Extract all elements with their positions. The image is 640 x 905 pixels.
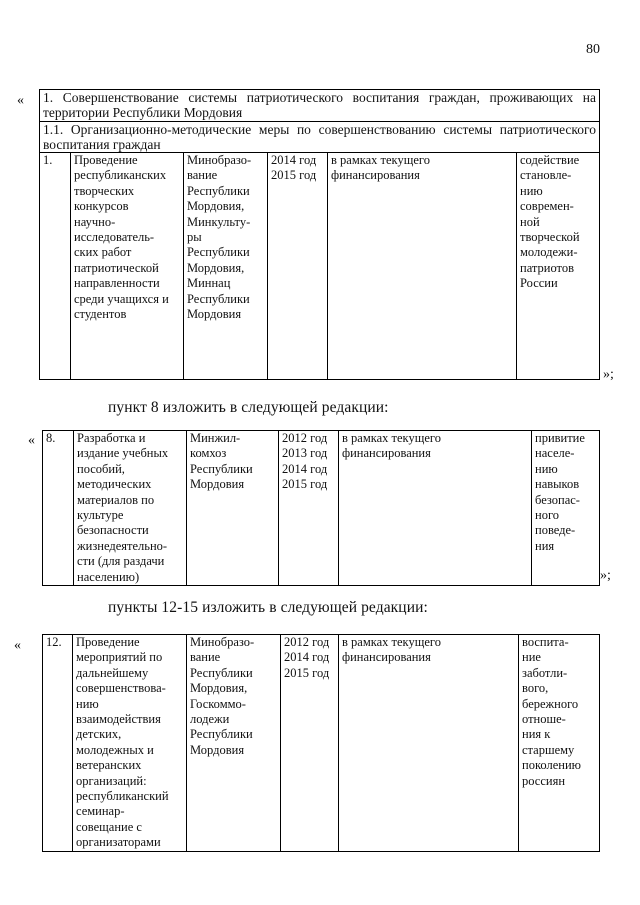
- table1-cell-funding: в рамках текущего финансирования: [328, 153, 517, 380]
- section-heading-items-12-15: пункты 12-15 изложить в следующей редакции:: [108, 599, 428, 616]
- table1-cell-result: содействие становле- нию современ- ной творческой молодежи- патриотов России: [517, 153, 600, 380]
- table3: [42, 634, 600, 852]
- table3-cell-executor: Минобразо- вание Республики Мордовия, Госкоммо- лодежи Республики Мордовия: [187, 635, 281, 852]
- table2-cell-name: Разработка и издание учебных пособий, методических материалов по культуре безопасности жизнедеятельно- сти (для раздачи населению): [74, 431, 187, 586]
- table3-cell-result: воспита- ние заботли- вого, бережного отноше- ния к старшему поколению россиян: [519, 635, 600, 852]
- table-row: [43, 431, 600, 586]
- table2-cell-result: привитие населе- нию навыков безопас- ного поведе- ния: [532, 431, 600, 586]
- table1-subheader-line1: 1.1. Организационно-методические меры по совершенствованию системы патриотического: [43, 122, 597, 137]
- table1-close-mark: »;: [603, 367, 614, 382]
- section-heading-item8: пункт 8 изложить в следующей редакции:: [108, 399, 389, 416]
- table2: [42, 430, 600, 586]
- table2-cell-years: 2012 год 2013 год 2014 год 2015 год: [279, 431, 339, 586]
- table3-cell-num: 12.: [43, 635, 73, 852]
- table2-cell-executor: Минжил- комхоз Республики Мордовия: [187, 431, 279, 586]
- table1-cell-name: Проведение республиканских творческих конкурсов научно- исследователь- ских работ патриотической направленности среди учащихся и студентов: [71, 153, 184, 380]
- table-row: [40, 153, 600, 380]
- page-number: 80: [586, 42, 600, 57]
- table3-cell-funding: в рамках текущего финансирования: [339, 635, 519, 852]
- table2-close-mark: »;: [600, 568, 611, 583]
- table1-section-header: [40, 90, 600, 122]
- table-row: [43, 635, 600, 852]
- table3-open-quote: «: [14, 638, 21, 653]
- table1-subsection-header: [40, 122, 600, 153]
- table3-cell-years: 2012 год 2014 год 2015 год: [281, 635, 339, 852]
- table1-header-line1: 1. Совершенствование системы патриотического воспитания граждан, проживающих на: [43, 90, 597, 105]
- table1-cell-executor: Минобразо- вание Республики Мордовия, Минкульту- ры Республики Мордовия, Миннац Республики Мордовия: [184, 153, 268, 380]
- table3-cell-name: Проведение мероприятий по дальнейшему совершенствова- нию взаимодействия детских, молодежных и ветеранских организаций: республиканский семинар- совещание с организаторами: [73, 635, 187, 852]
- table2-open-quote: «: [28, 433, 35, 448]
- table1-open-quote: «: [17, 93, 24, 108]
- table1-header-line2: территории Республики Мордовия: [43, 105, 243, 120]
- table1: [39, 89, 600, 380]
- table1-cell-num: 1.: [40, 153, 71, 380]
- table2-cell-num: 8.: [43, 431, 74, 586]
- table1-subheader-line2: воспитания граждан: [43, 137, 161, 152]
- table1-cell-years: 2014 год 2015 год: [268, 153, 328, 380]
- table2-cell-funding: в рамках текущего финансирования: [339, 431, 532, 586]
